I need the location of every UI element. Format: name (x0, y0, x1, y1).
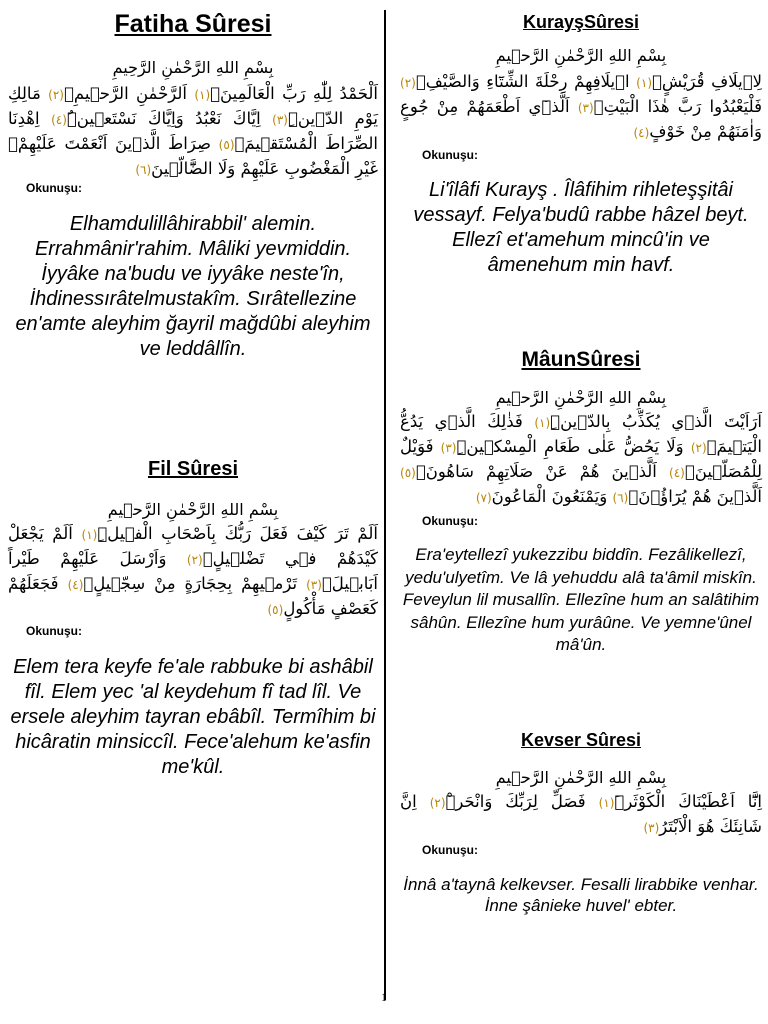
kureys-ayah-1: لِا۪يلَافِ قُرَيْشٍۙ (652, 72, 763, 91)
ayah-number-7: (٧) (475, 491, 492, 505)
fil-title: Fil Sûresi (147, 458, 239, 480)
fatiha-ayah-3: مَالِكِ يَوْمِ الدّ۪ينِۜ (8, 84, 379, 128)
ayah-number-1: (١) (636, 76, 652, 90)
fil-ayah-4: تَرْم۪يهِمْ بِحِجَارَةٍ مِنْ سِجّ۪يلٍۙ (83, 574, 298, 593)
ayah-number-1: (١) (81, 528, 98, 542)
maun-ayah-5: اَلَّذ۪ينَ هُمْ عَنْ صَلَاتِهِمْ سَاهُونَۙ (415, 462, 657, 481)
fatiha-title: Fatiha Sûresi (114, 10, 272, 38)
kureys-arabic-text (400, 70, 762, 145)
fatiha-ayah-2: اَلرَّحْمٰنِ الرَّح۪يمِۙ (63, 84, 187, 103)
maun-ayah-3: وَلَا يَحُضُّ عَلٰى طَعَامِ الْمِسْك۪ينِۜ (456, 437, 684, 456)
maun-ayah-6: اَلَّذ۪ينَ هُمْ يُرَٓاؤُ۫نَۙ (628, 487, 762, 506)
fil-arabic-text (8, 522, 378, 622)
kevser-arabic-text (400, 790, 762, 840)
kevser-transliteration: İnnâ a'taynâ kelkevser. Fesalli lirabbike venhar. İnne şânieke huvel' ebter. (403, 875, 759, 915)
fatiha-arabic-text (8, 82, 378, 177)
column-divider (384, 10, 386, 1000)
maun-arabic-text (400, 410, 762, 510)
ayah-number-4: (٤) (51, 113, 67, 127)
fil-okunusu-label: Okunuşu: (26, 624, 82, 638)
fil-basmala: بِسْمِ اللهِ الرَّحْمٰنِ الرَّح۪يمِ (107, 500, 279, 519)
kureys-ayah-3: فَلْيَعْبُدُوا رَبَّ هٰذَا الْبَيْتِۙ (593, 97, 763, 116)
kureys-okunusu-label: Okunuşu: (422, 148, 478, 162)
page-number: 1 (381, 990, 387, 1004)
fil-ayah-5: فَجَعَلَهُمْ كَعَصْفٍ مَأْكُولٍ (8, 574, 378, 618)
maun-ayah-2: فَذٰلِكَ الَّذ۪ي يَدُعُّ الْيَت۪يمَۙ (400, 412, 762, 456)
ayah-number-3: (٣) (306, 578, 322, 592)
maun-okunusu-label: Okunuşu: (422, 514, 478, 528)
fatiha-okunusu-label: Okunuşu: (26, 181, 82, 195)
fatiha-ayah-4: اِيَّاكَ نَعْبُدُ وَاِيَّاكَ نَسْتَع۪ينُۜ (66, 109, 261, 128)
fatiha-ayah-1: اَلْحَمْدُ لِلّٰهِ رَبِّ الْعَالَمِينَۙ (210, 84, 378, 103)
kevser-basmala: بِسْمِ اللهِ الرَّحْمٰنِ الرَّح۪يمِ (495, 768, 667, 787)
maun-basmala: بِسْمِ اللهِ الرَّحْمٰنِ الرَّح۪يمِ (495, 388, 667, 407)
ayah-number-2: (٢) (690, 441, 707, 455)
fil-ayah-2: اَلَمْ يَجْعَلْ كَيْدَهُمْ ف۪ي تَضْل۪يلٍۙ (8, 524, 379, 568)
kureys-title: KurayşSûresi (522, 12, 640, 32)
kevser-ayah-3: اِنَّ شَانِئَكَ هُوَ الْاَبْتَرُ (400, 792, 762, 836)
fatiha-ayah-5: اِهْدِنَا الصِّرَاطَ الْمُسْتَق۪يمَۙ (8, 109, 379, 153)
maun-transliteration: Era'eytellezî yukezzibu biddîn. Fezâlikellezî, yedu'ulyetîm. Ve lâ yehuddu alâ ta'âmil miskîn. Feveylun lil musallîn. Ellezîne hum an salâtihim sâhûn. Ellezîne hum yurâûne. Ve yemne'ûnel mâ'ûn. (402, 545, 760, 654)
kureys-ayah-4: اَلَّذ۪ٓي اَطْعَمَهُمْ مِنْ جُوعٍ وَاٰمَنَهُمْ مِنْ خَوْفٍ (400, 97, 762, 141)
kevser-ayah-1: اِنَّٓا اَعْطَيْنَاكَ الْكَوْثَرَۜ (614, 792, 762, 811)
ayah-number-3: (٣) (577, 101, 594, 115)
ayah-number-2: (٢) (48, 88, 64, 102)
ayah-number-2: (٢) (429, 796, 446, 810)
maun-title: MâunSûresi (521, 348, 641, 371)
ayah-number-6: (٦) (135, 163, 152, 177)
ayah-number-3: (٣) (643, 821, 660, 835)
ayah-number-1: (١) (194, 88, 211, 102)
fatiha-basmala: بِسْمِ اللهِ الرَّحْمٰنِ الرَّحِيمِ (112, 58, 274, 77)
kureys-basmala: بِسْمِ اللهِ الرَّحْمٰنِ الرَّح۪يمِ (495, 46, 667, 65)
fatiha-ayah-6: صِرَاطَ الَّذ۪ينَ اَنْعَمْتَ عَلَيْهِمْۙ غَيْرِ الْمَغْضُوبِ عَلَيْهِمْ وَلَا الضَّٓالّ۪ينَ (8, 134, 378, 178)
kevser-ayah-2: فَصَلِّ لِرَبِّكَ وَانْحَرْۜ (445, 792, 586, 811)
fil-ayah-1: اَلَمْ تَرَ كَيْفَ فَعَلَ رَبُّكَ بِاَصْحَابِ الْف۪يلِۜ (97, 524, 378, 543)
kureys-ayah-2: ا۪يلَافِهِمْ رِحْلَةَ الشِّتَٓاءِ وَالصَّيْفِۚ (415, 72, 630, 91)
ayah-number-6: (٦) (612, 491, 629, 505)
ayah-number-2: (٢) (400, 76, 416, 90)
fil-transliteration: Elem tera keyfe fe'ale rabbuke bi ashâbil fîl. Elem yec 'al keydehum fî tad lîl. Ve ersele aleyhim tayran ebâbîl. Termîhim bi hicâratin minsiccîl. Fece'alehum ke'asfin me'kûl. (10, 656, 376, 778)
ayah-number-3: (٣) (272, 113, 288, 127)
kureys-transliteration: Li'îlâfi Kurayş . Îlâfihim rihleteşşitâi vessayf. Felya'budû rabbe hâzel beyt. Ellezî et'amehum mincû'in ve âmenehum min havf. (413, 179, 749, 276)
ayah-number-4: (٤) (669, 466, 685, 480)
maun-ayah-4: فَوَيْلٌ لِلْمُصَلّ۪ينَۙ (400, 437, 763, 481)
kevser-okunusu-label: Okunuşu: (422, 843, 478, 857)
ayah-number-4: (٤) (633, 126, 650, 140)
ayah-number-5: (٥) (267, 603, 284, 617)
ayah-number-5: (٥) (218, 138, 235, 152)
ayah-number-5: (٥) (400, 466, 416, 480)
ayah-number-1: (١) (598, 796, 615, 810)
maun-ayah-1: اَرَاَيْتَ الَّذ۪ي يُكَذِّبُ بِالدّ۪ينِۜ (550, 412, 763, 431)
ayah-number-1: (١) (534, 416, 551, 430)
ayah-number-4: (٤) (67, 578, 84, 592)
maun-ayah-7: وَيَمْنَعُونَ الْمَاعُونَ (491, 487, 608, 506)
ayah-number-3: (٣) (440, 441, 457, 455)
fil-ayah-3: وَاَرْسَلَ عَلَيْهِمْ طَيْراً اَبَاب۪يلَۙ (8, 549, 378, 593)
fatiha-transliteration: Elhamdulillâhirabbil' alemin. Errahmânir'rahim. Mâliki yevmiddin. İyyâke na'budu ve iyyâke neste'în, İhdinessırâtelmustakîm. Sırâtellezine en'amte aleyhim ğayril mağdûbi aleyhim ve leddâllîn. (15, 213, 371, 360)
ayah-number-2: (٢) (186, 553, 203, 567)
kevser-title: Kevser Sûresi (520, 730, 642, 750)
